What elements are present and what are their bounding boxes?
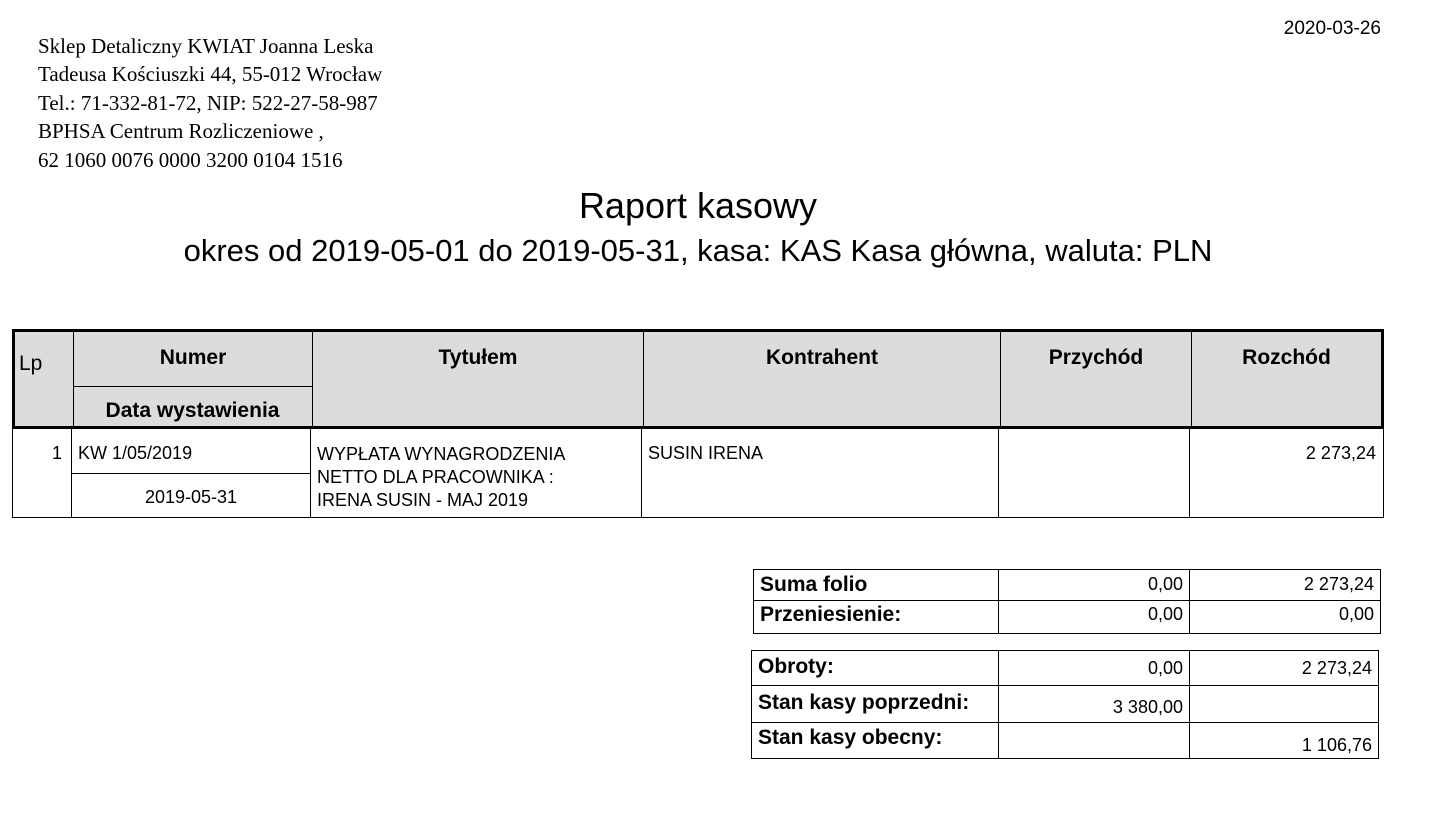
print-date: 2020-03-26 <box>1283 18 1381 39</box>
report-title: Raport kasowy <box>578 185 818 226</box>
row-tytulem <box>310 429 641 517</box>
row-tytulem-line: IRENA SUSIN - MAJ 2019 <box>317 490 529 510</box>
header-przychod: Przychód <box>1000 332 1191 426</box>
company-info <box>38 32 382 174</box>
suma-folio-rozchod: 2 273,24 <box>1189 570 1380 600</box>
row-przychod <box>998 429 1189 517</box>
summary-folio-box <box>753 569 1381 634</box>
summary-row-obroty <box>752 651 1378 686</box>
stan-poprzedni-rozchod <box>1189 686 1378 722</box>
summary-row-stan-obecny <box>752 723 1378 758</box>
table-row <box>12 429 1384 518</box>
header-kontrahent: Kontrahent <box>643 332 1000 426</box>
przeniesienie-rozchod: 0,00 <box>1189 601 1380 633</box>
przeniesienie-przychod: 0,00 <box>998 601 1189 633</box>
company-address: Tadeusa Kościuszki 44, 55-012 Wrocław <box>38 62 383 87</box>
summary-balance-box <box>751 650 1379 759</box>
table-header <box>12 329 1384 429</box>
company-bank: BPHSA Centrum Rozliczeniowe , <box>38 119 324 144</box>
row-numer-divider <box>72 473 310 474</box>
header-lp: Lp <box>19 352 43 375</box>
summary-row-suma-folio <box>754 570 1380 601</box>
cash-report-table <box>12 329 1384 518</box>
summary-row-przeniesienie <box>754 601 1380 633</box>
report-subtitle: okres od 2019-05-01 do 2019-05-31, kasa: KAS Kasa główna, waluta: PLN <box>183 233 1213 268</box>
row-numer: KW 1/05/2019 <box>78 443 193 463</box>
stan-poprzedni-label: Stan kasy poprzedni: <box>758 691 970 714</box>
header-rozchod: Rozchód <box>1191 332 1381 426</box>
row-kontrahent: SUSIN IRENA <box>641 429 998 517</box>
row-numer-cell <box>71 429 310 517</box>
row-data: 2019-05-31 <box>144 487 238 507</box>
summary-row-stan-poprzedni <box>752 686 1378 723</box>
company-contact: Tel.: 71-332-81-72, NIP: 522-27-58-987 <box>38 90 378 115</box>
suma-folio-label: Suma folio <box>760 573 868 596</box>
obroty-przychod: 0,00 <box>998 651 1189 685</box>
stan-poprzedni-przychod: 3 380,00 <box>998 686 1189 722</box>
row-tytulem-line: NETTO DLA PRACOWNIKA : <box>317 467 554 487</box>
obroty-label: Obroty: <box>758 655 834 678</box>
stan-obecny-przychod <box>998 723 1189 758</box>
obroty-rozchod: 2 273,24 <box>1189 651 1378 685</box>
przeniesienie-label: Przeniesienie: <box>760 603 902 626</box>
suma-folio-przychod: 0,00 <box>998 570 1189 600</box>
row-rozchod: 2 273,24 <box>1189 429 1384 517</box>
company-account: 62 1060 0076 0000 3200 0104 1516 <box>38 147 343 172</box>
stan-obecny-rozchod: 1 106,76 <box>1189 723 1378 758</box>
header-tytulem: Tytułem <box>312 332 643 426</box>
row-tytulem-line: WYPŁATA WYNAGRODZENIA <box>317 444 566 464</box>
header-data-wystawienia: Data wystawienia <box>73 386 312 427</box>
row-lp: 1 <box>51 443 62 463</box>
company-name: Sklep Detaliczny KWIAT Joanna Leska <box>38 34 374 58</box>
header-numer: Numer <box>73 332 312 426</box>
stan-obecny-label: Stan kasy obecny: <box>758 726 943 749</box>
